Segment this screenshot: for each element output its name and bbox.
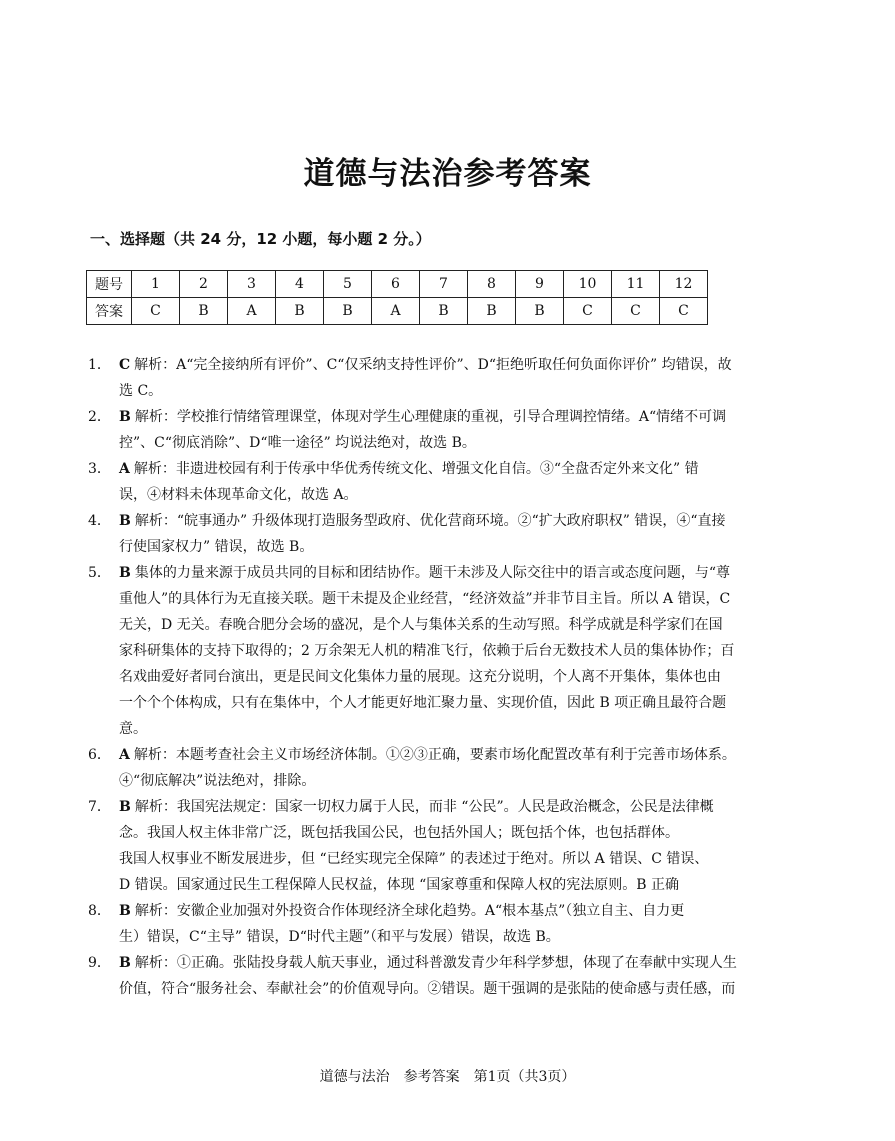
item-number: 4． — [88, 513, 111, 529]
explanation-line — [119, 872, 804, 898]
explanation-text: 价值，符合“服务社会、奉献社会”的价值观导向。②错误。题干强调的是张陆的使命感与责任感，而 — [119, 981, 736, 997]
answer-key: A — [119, 461, 130, 477]
item-body — [119, 352, 804, 404]
explanation-line — [119, 768, 804, 794]
explanation-text: 我国人权事业不断发展进步，但 “已经实现完全保障” 的表述过于绝对。所以 A 错误、C 错误、 — [119, 851, 709, 867]
question-number: 5 — [324, 271, 372, 298]
item-body — [119, 508, 804, 560]
question-number: 9 — [516, 271, 564, 298]
explanation-line — [119, 612, 804, 638]
question-number: 3 — [228, 271, 276, 298]
explanation-line — [119, 534, 804, 560]
item-body — [119, 560, 804, 742]
answer-explanations — [88, 352, 804, 1002]
item-body — [119, 950, 804, 1002]
explanation-line — [119, 742, 804, 768]
explanation-line — [119, 638, 804, 664]
explanation-line — [119, 820, 804, 846]
item-number: 3． — [88, 461, 111, 477]
answer-cell: B — [420, 298, 468, 325]
answer-item — [88, 508, 804, 560]
question-number-row — [87, 271, 708, 298]
explanation-line — [119, 560, 804, 586]
explanation-text: 解析：安徽企业加强对外投资合作体现经济全球化趋势。A“根本基点”（独立自主、自力更 — [134, 903, 685, 919]
answer-item — [88, 404, 804, 456]
answer-cell: C — [660, 298, 708, 325]
explanation-text: 念。我国人权主体非常广泛，既包括我国公民，也包括外国人；既包括个体，也包括群体。 — [119, 825, 679, 841]
answer-cell: A — [228, 298, 276, 325]
question-number: 2 — [180, 271, 228, 298]
answer-item — [88, 794, 804, 898]
explanation-line — [119, 508, 804, 534]
answer-key: B — [119, 513, 131, 529]
answer-cell: A — [372, 298, 420, 325]
item-number: 8． — [88, 903, 111, 919]
explanation-line — [119, 404, 804, 430]
explanation-text: 解析：A“完全接纳所有评价”、C“仅采纳支持性评价”、D“拒绝听取任何负面你评价” 均错误，故 — [134, 357, 732, 373]
answer-cell: C — [612, 298, 660, 325]
explanation-text: 解析：学校推行情绪管理课堂，体现对学生心理健康的重视，引导合理调控情绪。A“情绪不可调 — [134, 409, 727, 425]
answer-item — [88, 898, 804, 950]
answer-key: A — [119, 747, 130, 763]
explanation-line — [119, 482, 804, 508]
explanation-line — [119, 846, 804, 872]
explanation-text: 名戏曲爱好者同台演出，更是民间文化集体力量的展现。这充分说明，个人离不开集体，集体也由 — [119, 669, 721, 685]
item-number: 7． — [88, 799, 111, 815]
explanation-line — [119, 378, 804, 404]
answer-key: B — [119, 565, 131, 581]
explanation-text: 解析：“皖事通办” 升级体现打造服务型政府、优化营商环境。②“扩大政府职权” 错误，④“直接 — [134, 513, 726, 529]
item-number: 5． — [88, 565, 111, 581]
explanation-line — [119, 898, 804, 924]
item-number: 2． — [88, 409, 111, 425]
explanation-line — [119, 352, 804, 378]
item-body — [119, 898, 804, 950]
explanation-text: 选 C。 — [119, 383, 163, 399]
explanation-text: 一个个个体构成，只有在集体中，个人才能更好地汇聚力量、实现价值，因此 B 项正确且最符合题 — [119, 695, 727, 711]
answer-table — [86, 270, 708, 325]
item-body — [119, 404, 804, 456]
answer-item — [88, 742, 804, 794]
row-label: 题号 — [87, 271, 132, 298]
explanation-text: 行使国家权力” 错误，故选 B。 — [119, 539, 314, 555]
explanation-line — [119, 950, 804, 976]
explanation-text: D 错误。国家通过民生工程保障人民权益，体现 “国家尊重和保障人权的宪法原则。B 正确 — [119, 877, 680, 893]
row-label: 答案 — [87, 298, 132, 325]
answer-key: C — [119, 357, 131, 373]
question-number: 8 — [468, 271, 516, 298]
explanation-text: 家科研集体的支持下取得的；2 万余架无人机的精准飞行，依赖于后台无数技术人员的集体协作；百 — [119, 643, 735, 659]
answer-cell: B — [468, 298, 516, 325]
answer-item — [88, 352, 804, 404]
explanation-line — [119, 664, 804, 690]
answer-cell: B — [276, 298, 324, 325]
page-title: 道德与法治参考答案 — [303, 156, 592, 192]
explanation-line — [119, 586, 804, 612]
answer-item — [88, 456, 804, 508]
page-footer: 道德与法治 参考答案 第1页（共3页） — [319, 1069, 576, 1085]
item-body — [119, 794, 804, 898]
explanation-text: 解析：①正确。张陆投身载人航天事业，通过科普激发青少年科学梦想，体现了在奉献中实现人生 — [134, 955, 737, 971]
explanation-line — [119, 690, 804, 716]
explanation-text: 集体的力量来源于成员共同的目标和团结协作。题干未涉及人际交往中的语言或态度问题，与“尊 — [134, 565, 730, 581]
question-number: 12 — [660, 271, 708, 298]
question-number: 6 — [372, 271, 420, 298]
answer-cell: B — [324, 298, 372, 325]
explanation-text: 生）错误，C“主导” 错误，D“时代主题”（和平与发展）错误，故选 B。 — [119, 929, 560, 945]
explanation-text: ④“彻底解决”说法绝对，排除。 — [119, 773, 316, 789]
item-body — [119, 742, 804, 794]
explanation-text: 无关，D 无关。春晚合肥分会场的盛况，是个人与集体关系的生动写照。科学成就是科学家们在国 — [119, 617, 723, 633]
answer-key: B — [119, 955, 131, 971]
explanation-line — [119, 716, 804, 742]
answer-cell: C — [132, 298, 180, 325]
answer-key: B — [119, 409, 131, 425]
answer-item — [88, 560, 804, 742]
question-number: 10 — [564, 271, 612, 298]
explanation-text: 解析：本题考查社会主义市场经济体制。①②③正确，要素市场化配置改革有利于完善市场体系。 — [133, 747, 736, 763]
explanation-line — [119, 794, 804, 820]
answer-cell: B — [516, 298, 564, 325]
answer-key: B — [119, 903, 131, 919]
item-number: 9． — [88, 955, 111, 971]
item-body — [119, 456, 804, 508]
explanation-text: 意。 — [119, 721, 147, 737]
explanation-line — [119, 430, 804, 456]
explanation-text: 解析：我国宪法规定：国家一切权力属于人民，而非 “公民”。人民是政治概念，公民是法律概 — [134, 799, 714, 815]
question-number: 11 — [612, 271, 660, 298]
answer-row — [87, 298, 708, 325]
question-number: 4 — [276, 271, 324, 298]
item-number: 1． — [88, 357, 111, 373]
question-number: 7 — [420, 271, 468, 298]
answer-key: B — [119, 799, 131, 815]
explanation-text: 重他人”的具体行为无直接关联。题干未提及企业经营，“经济效益”并非节目主旨。所以 A 错误，C — [119, 591, 731, 607]
explanation-text: 误，④材料未体现革命文化，故选 A。 — [119, 487, 358, 503]
explanation-line — [119, 456, 804, 482]
item-number: 6． — [88, 747, 111, 763]
explanation-line — [119, 976, 804, 1002]
question-number: 1 — [132, 271, 180, 298]
section-heading: 一、选择题（共 24 分，12 小题，每小题 2 分。） — [90, 230, 431, 248]
explanation-text: 解析：非遗进校园有利于传承中华优秀传统文化、增强文化自信。③“全盘否定外来文化” 错 — [133, 461, 699, 477]
answer-cell: B — [180, 298, 228, 325]
explanation-line — [119, 924, 804, 950]
answer-item — [88, 950, 804, 1002]
explanation-text: 控”、C“彻底消除”、D“唯一途径” 均说法绝对，故选 B。 — [119, 435, 476, 451]
answer-cell: C — [564, 298, 612, 325]
